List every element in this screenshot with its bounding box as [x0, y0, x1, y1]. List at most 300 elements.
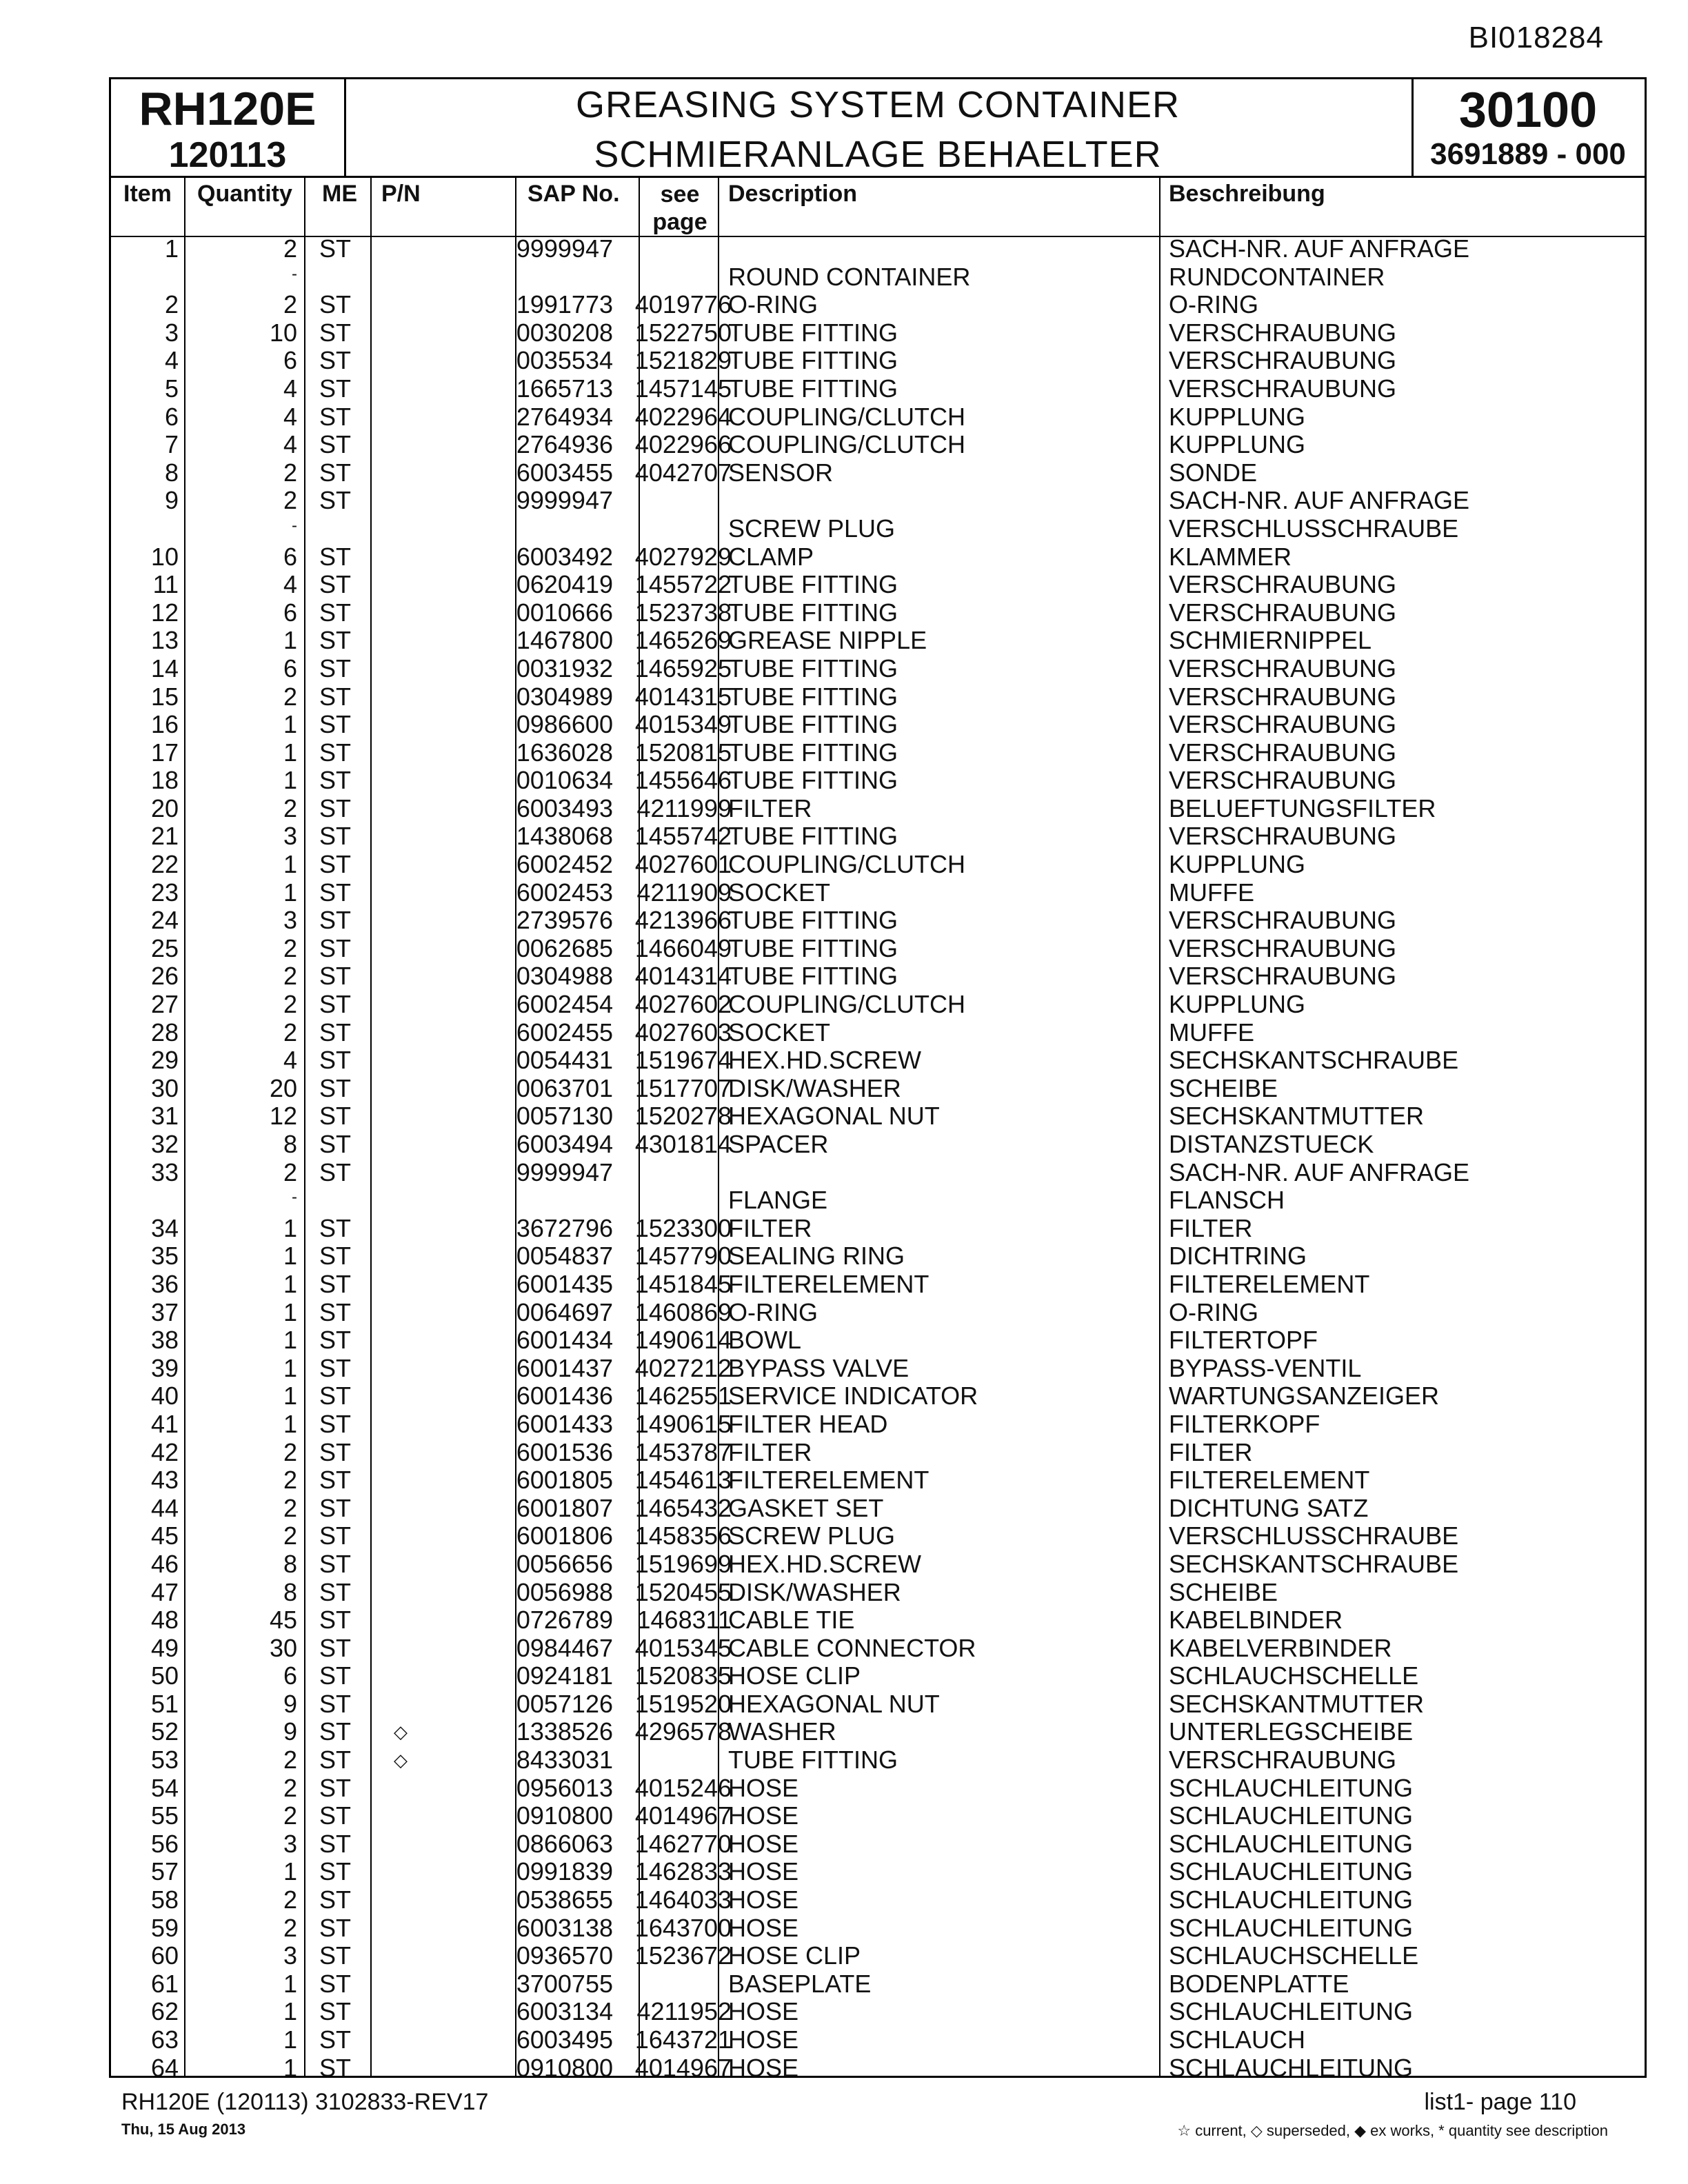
item-number: 3: [164, 318, 179, 347]
table-row: [111, 851, 1645, 879]
table-row: [111, 235, 1645, 263]
item-number: 27: [150, 990, 179, 1019]
quantity: 1: [283, 626, 297, 655]
unit: ST: [319, 1382, 352, 1410]
part-number: 0064697: [516, 1297, 613, 1326]
table-row: [111, 907, 1645, 935]
part-number: 0910800: [516, 2053, 613, 2082]
model-code: 120113: [168, 135, 287, 175]
part-number: 1338526: [516, 1717, 613, 1746]
description-en: HOSE: [728, 1885, 799, 1914]
quantity: 4: [283, 570, 297, 599]
quantity: -: [292, 1188, 297, 1207]
quantity: -: [292, 264, 297, 283]
description-en: TUBE FITTING: [728, 682, 898, 711]
quantity: 2: [283, 486, 297, 515]
table-row: [111, 571, 1645, 599]
description-en: TUBE FITTING: [728, 766, 898, 795]
group-number: 30100: [1458, 83, 1598, 138]
quantity: 4: [283, 402, 297, 431]
quantity: 6: [283, 346, 297, 375]
table-row: [111, 2054, 1645, 2083]
description-de: FILTER: [1169, 1213, 1253, 1242]
part-number: 0620419: [516, 570, 613, 599]
description-en: BYPASS VALVE: [728, 1353, 910, 1382]
description-de: SECHSKANTMUTTER: [1169, 1689, 1425, 1718]
unit: ST: [319, 906, 352, 935]
part-number: 6001434: [516, 1326, 613, 1355]
item-number: 7: [164, 430, 179, 459]
description-en: ROUND CONTAINER: [728, 262, 971, 291]
quantity: 2: [283, 1801, 297, 1830]
description-de: SCHLAUCHLEITUNG: [1169, 1997, 1414, 2026]
description-de: FILTERELEMENT: [1169, 1269, 1370, 1298]
table-row: [111, 711, 1645, 739]
part-number: 2764934: [516, 402, 613, 431]
item-number: 31: [150, 1102, 179, 1131]
sap-number: 4014315: [634, 682, 732, 711]
unit: ST: [319, 682, 352, 711]
item-number: 20: [150, 793, 179, 822]
sap-number: 4027602: [634, 990, 732, 1019]
description-de: MUFFE: [1169, 878, 1254, 907]
part-number: 0030208: [516, 318, 613, 347]
unit: ST: [319, 1801, 352, 1830]
sap-number: 4019776: [634, 290, 732, 319]
description-en: HOSE: [728, 1997, 799, 2026]
description-de: VERSCHRAUBUNG: [1169, 346, 1397, 375]
description-en: HOSE: [728, 1773, 799, 1802]
table-row: [111, 1382, 1645, 1410]
description-de: SCHLAUCHLEITUNG: [1169, 1773, 1414, 1802]
quantity: 10: [269, 318, 297, 347]
unit: ST: [319, 234, 352, 263]
item-number: 17: [150, 738, 179, 767]
unit: ST: [319, 1549, 352, 1578]
table-row: [111, 1466, 1645, 1495]
quantity: -: [292, 516, 297, 535]
quantity: 1: [283, 1242, 297, 1271]
table-row: [111, 1439, 1645, 1467]
description-en: COUPLING/CLUTCH: [728, 430, 966, 459]
title-german: SCHMIERANLAGE BEHAELTER: [594, 134, 1162, 175]
item-number: 2: [164, 290, 179, 319]
unit: ST: [319, 1073, 352, 1102]
sap-number: 1451845: [634, 1269, 732, 1298]
unit: ST: [319, 1297, 352, 1326]
unit: ST: [319, 766, 352, 795]
quantity: 2: [283, 1466, 297, 1495]
sap-number: 4015345: [634, 1633, 732, 1662]
description-en: TUBE FITTING: [728, 598, 898, 627]
col-see-page: see page: [652, 181, 707, 235]
description-en: SCREW PLUG: [728, 514, 896, 543]
table-row: [111, 1410, 1645, 1439]
unit: ST: [319, 1746, 352, 1775]
item-number: 26: [150, 962, 179, 991]
quantity: 2: [283, 793, 297, 822]
description-de: WARTUNGSANZEIGER: [1169, 1382, 1440, 1410]
description-de: SECHSKANTMUTTER: [1169, 1102, 1425, 1131]
item-number: 46: [150, 1549, 179, 1578]
sap-number: 1519674: [634, 1046, 732, 1075]
unit: ST: [319, 1046, 352, 1075]
description-de: VERSCHLUSSCHRAUBE: [1169, 1521, 1459, 1550]
description-de: SCHLAUCHLEITUNG: [1169, 1913, 1414, 1942]
item-number: 64: [150, 2053, 179, 2082]
quantity: 1: [283, 766, 297, 795]
table-row: [111, 1802, 1645, 1830]
unit: ST: [319, 1606, 352, 1635]
quantity: 3: [283, 1829, 297, 1858]
quantity: 8: [283, 1130, 297, 1158]
sap-number: 4301814: [634, 1130, 732, 1158]
sap-number: 4211952: [636, 1997, 732, 2026]
description-en: TUBE FITTING: [728, 374, 898, 403]
col-pn: P/N: [381, 181, 421, 207]
description-en: TUBE FITTING: [728, 822, 898, 851]
sap-number: 1457145: [634, 374, 732, 403]
quantity: 1: [283, 1326, 297, 1355]
table-row: [111, 1102, 1645, 1131]
quantity: 1: [283, 1969, 297, 1998]
description-de: RUNDCONTAINER: [1169, 262, 1385, 291]
description-en: SCREW PLUG: [728, 1521, 896, 1550]
quantity: 4: [283, 374, 297, 403]
footer-legend: ☆ current, ◇ superseded, ◆ ex works, * quantity see description: [1177, 2122, 1608, 2139]
quantity: 3: [283, 1941, 297, 1970]
quantity: 2: [283, 458, 297, 487]
parts-table-body: [111, 235, 1645, 2082]
table-row: [111, 1159, 1645, 1187]
description-de: VERSCHRAUBUNG: [1169, 738, 1397, 767]
part-number: 2739576: [516, 906, 613, 935]
unit: ST: [319, 1969, 352, 1998]
unit: ST: [319, 430, 352, 459]
description-de: SACH-NR. AUF ANFRAGE: [1169, 486, 1470, 515]
description-de: SCHLAUCHLEITUNG: [1169, 2053, 1414, 2082]
item-number: 49: [150, 1633, 179, 1662]
description-en: FILTER: [728, 1213, 812, 1242]
sap-number: 4014967: [634, 1801, 732, 1830]
quantity: 1: [283, 1297, 297, 1326]
quantity: 1: [283, 2025, 297, 2054]
quantity: 2: [283, 1157, 297, 1186]
description-en: TUBE FITTING: [728, 318, 898, 347]
part-number: 6003455: [516, 458, 613, 487]
description-de: KUPPLUNG: [1169, 990, 1306, 1019]
description-de: VERSCHRAUBUNG: [1169, 570, 1397, 599]
description-en: TUBE FITTING: [728, 346, 898, 375]
description-en: BASEPLATE: [728, 1969, 872, 1998]
quantity: 2: [283, 1773, 297, 1802]
unit: ST: [319, 598, 352, 627]
item-number: 55: [150, 1801, 179, 1830]
part-number: 9999947: [516, 1157, 613, 1186]
part-number: 0986600: [516, 710, 613, 739]
description-en: CLAMP: [728, 542, 814, 571]
description-de: VERSCHRAUBUNG: [1169, 766, 1397, 795]
description-de: VERSCHRAUBUNG: [1169, 654, 1397, 682]
table-row: [111, 403, 1645, 432]
table-row: [111, 1355, 1645, 1383]
part-number: 6001433: [516, 1409, 613, 1438]
description-de: DICHTRING: [1169, 1242, 1307, 1271]
item-number: 30: [150, 1073, 179, 1102]
table-row: [111, 879, 1645, 907]
description-en: O-RING: [728, 290, 818, 319]
description-de: KABELBINDER: [1169, 1606, 1343, 1635]
unit: ST: [319, 1885, 352, 1914]
sap-number: 1457790: [634, 1242, 732, 1271]
quantity: 2: [283, 1521, 297, 1550]
sap-number: 4027603: [634, 1018, 732, 1046]
part-number: 0010634: [516, 766, 613, 795]
table-row: [111, 1886, 1645, 1914]
item-number: 29: [150, 1046, 179, 1075]
part-number: 6001807: [516, 1493, 613, 1522]
table-row: [111, 2026, 1645, 2054]
description-en: TUBE FITTING: [728, 962, 898, 991]
col-beschreibung: Beschreibung: [1169, 181, 1325, 207]
sap-number: 1464033: [634, 1885, 732, 1914]
unit: ST: [319, 1269, 352, 1298]
item-number: 9: [164, 486, 179, 515]
part-number: 0057130: [516, 1102, 613, 1131]
description-en: HOSE: [728, 1913, 799, 1942]
description-de: SCHMIERNIPPEL: [1169, 626, 1372, 655]
item-number: 53: [150, 1746, 179, 1775]
sap-number: 4022966: [634, 430, 732, 459]
sap-number: 1517707: [634, 1073, 732, 1102]
unit: ST: [319, 1130, 352, 1158]
drawing-number: 3691889 - 000: [1430, 137, 1626, 171]
table-row: [111, 1495, 1645, 1523]
table-row: [111, 1131, 1645, 1159]
part-number: 0984467: [516, 1633, 613, 1662]
description-en: TUBE FITTING: [728, 570, 898, 599]
superseded-icon: ◇: [394, 1721, 408, 1743]
item-number: 10: [150, 542, 179, 571]
description-en: SOCKET: [728, 1018, 831, 1046]
quantity: 2: [283, 1885, 297, 1914]
part-number: 6001805: [516, 1466, 613, 1495]
description-de: KUPPLUNG: [1169, 430, 1306, 459]
quantity: 8: [283, 1577, 297, 1606]
unit: ST: [319, 654, 352, 682]
description-de: KUPPLUNG: [1169, 402, 1306, 431]
part-number: 1636028: [516, 738, 613, 767]
description-de: VERSCHRAUBUNG: [1169, 822, 1397, 851]
sap-number: 1466049: [634, 933, 732, 962]
table-row: [111, 935, 1645, 963]
description-de: SCHLAUCHLEITUNG: [1169, 1801, 1414, 1830]
description-de: SECHSKANTSCHRAUBE: [1169, 1549, 1459, 1578]
description-de: UNTERLEGSCHEIBE: [1169, 1717, 1414, 1746]
sap-number: 4042707: [634, 458, 732, 487]
unit: ST: [319, 626, 352, 655]
description-de: VERSCHRAUBUNG: [1169, 906, 1397, 935]
sap-number: 1462770: [634, 1829, 732, 1858]
description-de: VERSCHRAUBUNG: [1169, 933, 1397, 962]
table-row: [111, 962, 1645, 991]
table-row: [111, 1606, 1645, 1635]
description-de: VERSCHRAUBUNG: [1169, 962, 1397, 991]
description-de: FILTERTOPF: [1169, 1326, 1318, 1355]
item-number: 52: [150, 1717, 179, 1746]
item-number: 15: [150, 682, 179, 711]
description-de: KUPPLUNG: [1169, 850, 1306, 879]
description-en: FILTER: [728, 1437, 812, 1466]
description-de: FILTERELEMENT: [1169, 1466, 1370, 1495]
item-number: 54: [150, 1773, 179, 1802]
item-number: 28: [150, 1018, 179, 1046]
part-number: 1438068: [516, 822, 613, 851]
unit: ST: [319, 1102, 352, 1131]
sap-number: 1519699: [634, 1549, 732, 1578]
quantity: 4: [283, 1046, 297, 1075]
quantity: 2: [283, 933, 297, 962]
description-en: HOSE: [728, 1829, 799, 1858]
table-row: [111, 347, 1645, 375]
unit: ST: [319, 1913, 352, 1942]
table-row: [111, 319, 1645, 347]
description-de: SCHLAUCH: [1169, 2025, 1306, 2054]
sap-number: 1455646: [634, 766, 732, 795]
description-de: SCHLAUCHLEITUNG: [1169, 1829, 1414, 1858]
description-en: SEALING RING: [728, 1242, 905, 1271]
unit: ST: [319, 346, 352, 375]
part-number: 0304988: [516, 962, 613, 991]
sap-number: 1520278: [634, 1102, 732, 1131]
table-row: [111, 375, 1645, 403]
part-number: 6003492: [516, 542, 613, 571]
item-number: 51: [150, 1689, 179, 1718]
description-en: HEXAGONAL NUT: [728, 1689, 940, 1718]
description-en: TUBE FITTING: [728, 710, 898, 739]
item-number: 42: [150, 1437, 179, 1466]
description-de: VERSCHRAUBUNG: [1169, 682, 1397, 711]
quantity: 1: [283, 710, 297, 739]
quantity: 1: [283, 1213, 297, 1242]
part-number: 0991839: [516, 1857, 613, 1886]
table-row: [111, 515, 1645, 543]
unit: ST: [319, 318, 352, 347]
description-en: BOWL: [728, 1326, 802, 1355]
item-number: 21: [150, 822, 179, 851]
description-en: COUPLING/CLUTCH: [728, 990, 966, 1019]
sap-number: 4211909: [636, 878, 732, 907]
sap-number: 1458356: [634, 1521, 732, 1550]
table-row: [111, 1718, 1645, 1746]
part-number: 0936570: [516, 1941, 613, 1970]
part-number: 6002452: [516, 850, 613, 879]
part-number: 2764936: [516, 430, 613, 459]
part-number: 3672796: [516, 1213, 613, 1242]
unit: ST: [319, 1689, 352, 1718]
description-en: TUBE FITTING: [728, 1746, 898, 1775]
quantity: 20: [269, 1073, 297, 1102]
part-number: 6002454: [516, 990, 613, 1019]
unit: ST: [319, 962, 352, 991]
table-row: [111, 1830, 1645, 1859]
sap-number: 1468311: [636, 1606, 732, 1635]
description-de: BODENPLATTE: [1169, 1969, 1349, 1998]
quantity: 1: [283, 738, 297, 767]
description-de: SONDE: [1169, 458, 1258, 487]
description-en: FILTER HEAD: [728, 1409, 888, 1438]
unit: ST: [319, 1521, 352, 1550]
description-de: SCHLAUCHLEITUNG: [1169, 1885, 1414, 1914]
part-number: 6001436: [516, 1382, 613, 1410]
part-number: 0924181: [516, 1661, 613, 1690]
footer-page: list1- page 110: [1424, 2089, 1576, 2115]
sap-number: 4014314: [634, 962, 732, 991]
table-row: [111, 1942, 1645, 1970]
quantity: 2: [283, 1493, 297, 1522]
description-en: COUPLING/CLUTCH: [728, 402, 966, 431]
part-number: 6001437: [516, 1353, 613, 1382]
description-de: FLANSCH: [1169, 1186, 1285, 1215]
table-row: [111, 1746, 1645, 1775]
item-number: 48: [150, 1606, 179, 1635]
item-number: 56: [150, 1829, 179, 1858]
sap-number: 1455722: [634, 570, 732, 599]
part-number: 6003494: [516, 1130, 613, 1158]
part-number: 6001435: [516, 1269, 613, 1298]
item-number: 34: [150, 1213, 179, 1242]
table-row: [111, 1970, 1645, 1999]
quantity: 2: [283, 1437, 297, 1466]
description-en: SOCKET: [728, 878, 831, 907]
description-de: KABELVERBINDER: [1169, 1633, 1392, 1662]
table-row: [111, 1858, 1645, 1886]
part-number: 0010666: [516, 598, 613, 627]
part-number: 9999947: [516, 486, 613, 515]
table-row: [111, 1998, 1645, 2026]
item-number: 4: [164, 346, 179, 375]
part-number: 0726789: [516, 1606, 613, 1635]
description-en: HOSE: [728, 1801, 799, 1830]
item-number: 43: [150, 1466, 179, 1495]
description-de: SCHLAUCHSCHELLE: [1169, 1941, 1419, 1970]
item-number: 6: [164, 402, 179, 431]
part-number: 0056656: [516, 1549, 613, 1578]
sap-number: 1520815: [634, 738, 732, 767]
col-sap: SAP No.: [528, 181, 620, 207]
table-row: [111, 431, 1645, 459]
item-number: 45: [150, 1521, 179, 1550]
part-number: 0304989: [516, 682, 613, 711]
item-number: 60: [150, 1941, 179, 1970]
item-number: 8: [164, 458, 179, 487]
sap-number: 1643700: [634, 1913, 732, 1942]
description-en: HOSE CLIP: [728, 1661, 861, 1690]
quantity: 1: [283, 1353, 297, 1382]
table-row: [111, 767, 1645, 795]
description-en: TUBE FITTING: [728, 738, 898, 767]
sap-number: 1462551: [634, 1382, 732, 1410]
table-row: [111, 1019, 1645, 1047]
quantity: 3: [283, 822, 297, 851]
item-number: 33: [150, 1157, 179, 1186]
description-en: SERVICE INDICATOR: [728, 1382, 978, 1410]
quantity: 6: [283, 598, 297, 627]
sap-number: 1520455: [634, 1577, 732, 1606]
sap-number: 1490615: [634, 1409, 732, 1438]
description-de: SACH-NR. AUF ANFRAGE: [1169, 1157, 1470, 1186]
unit: ST: [319, 2053, 352, 2082]
